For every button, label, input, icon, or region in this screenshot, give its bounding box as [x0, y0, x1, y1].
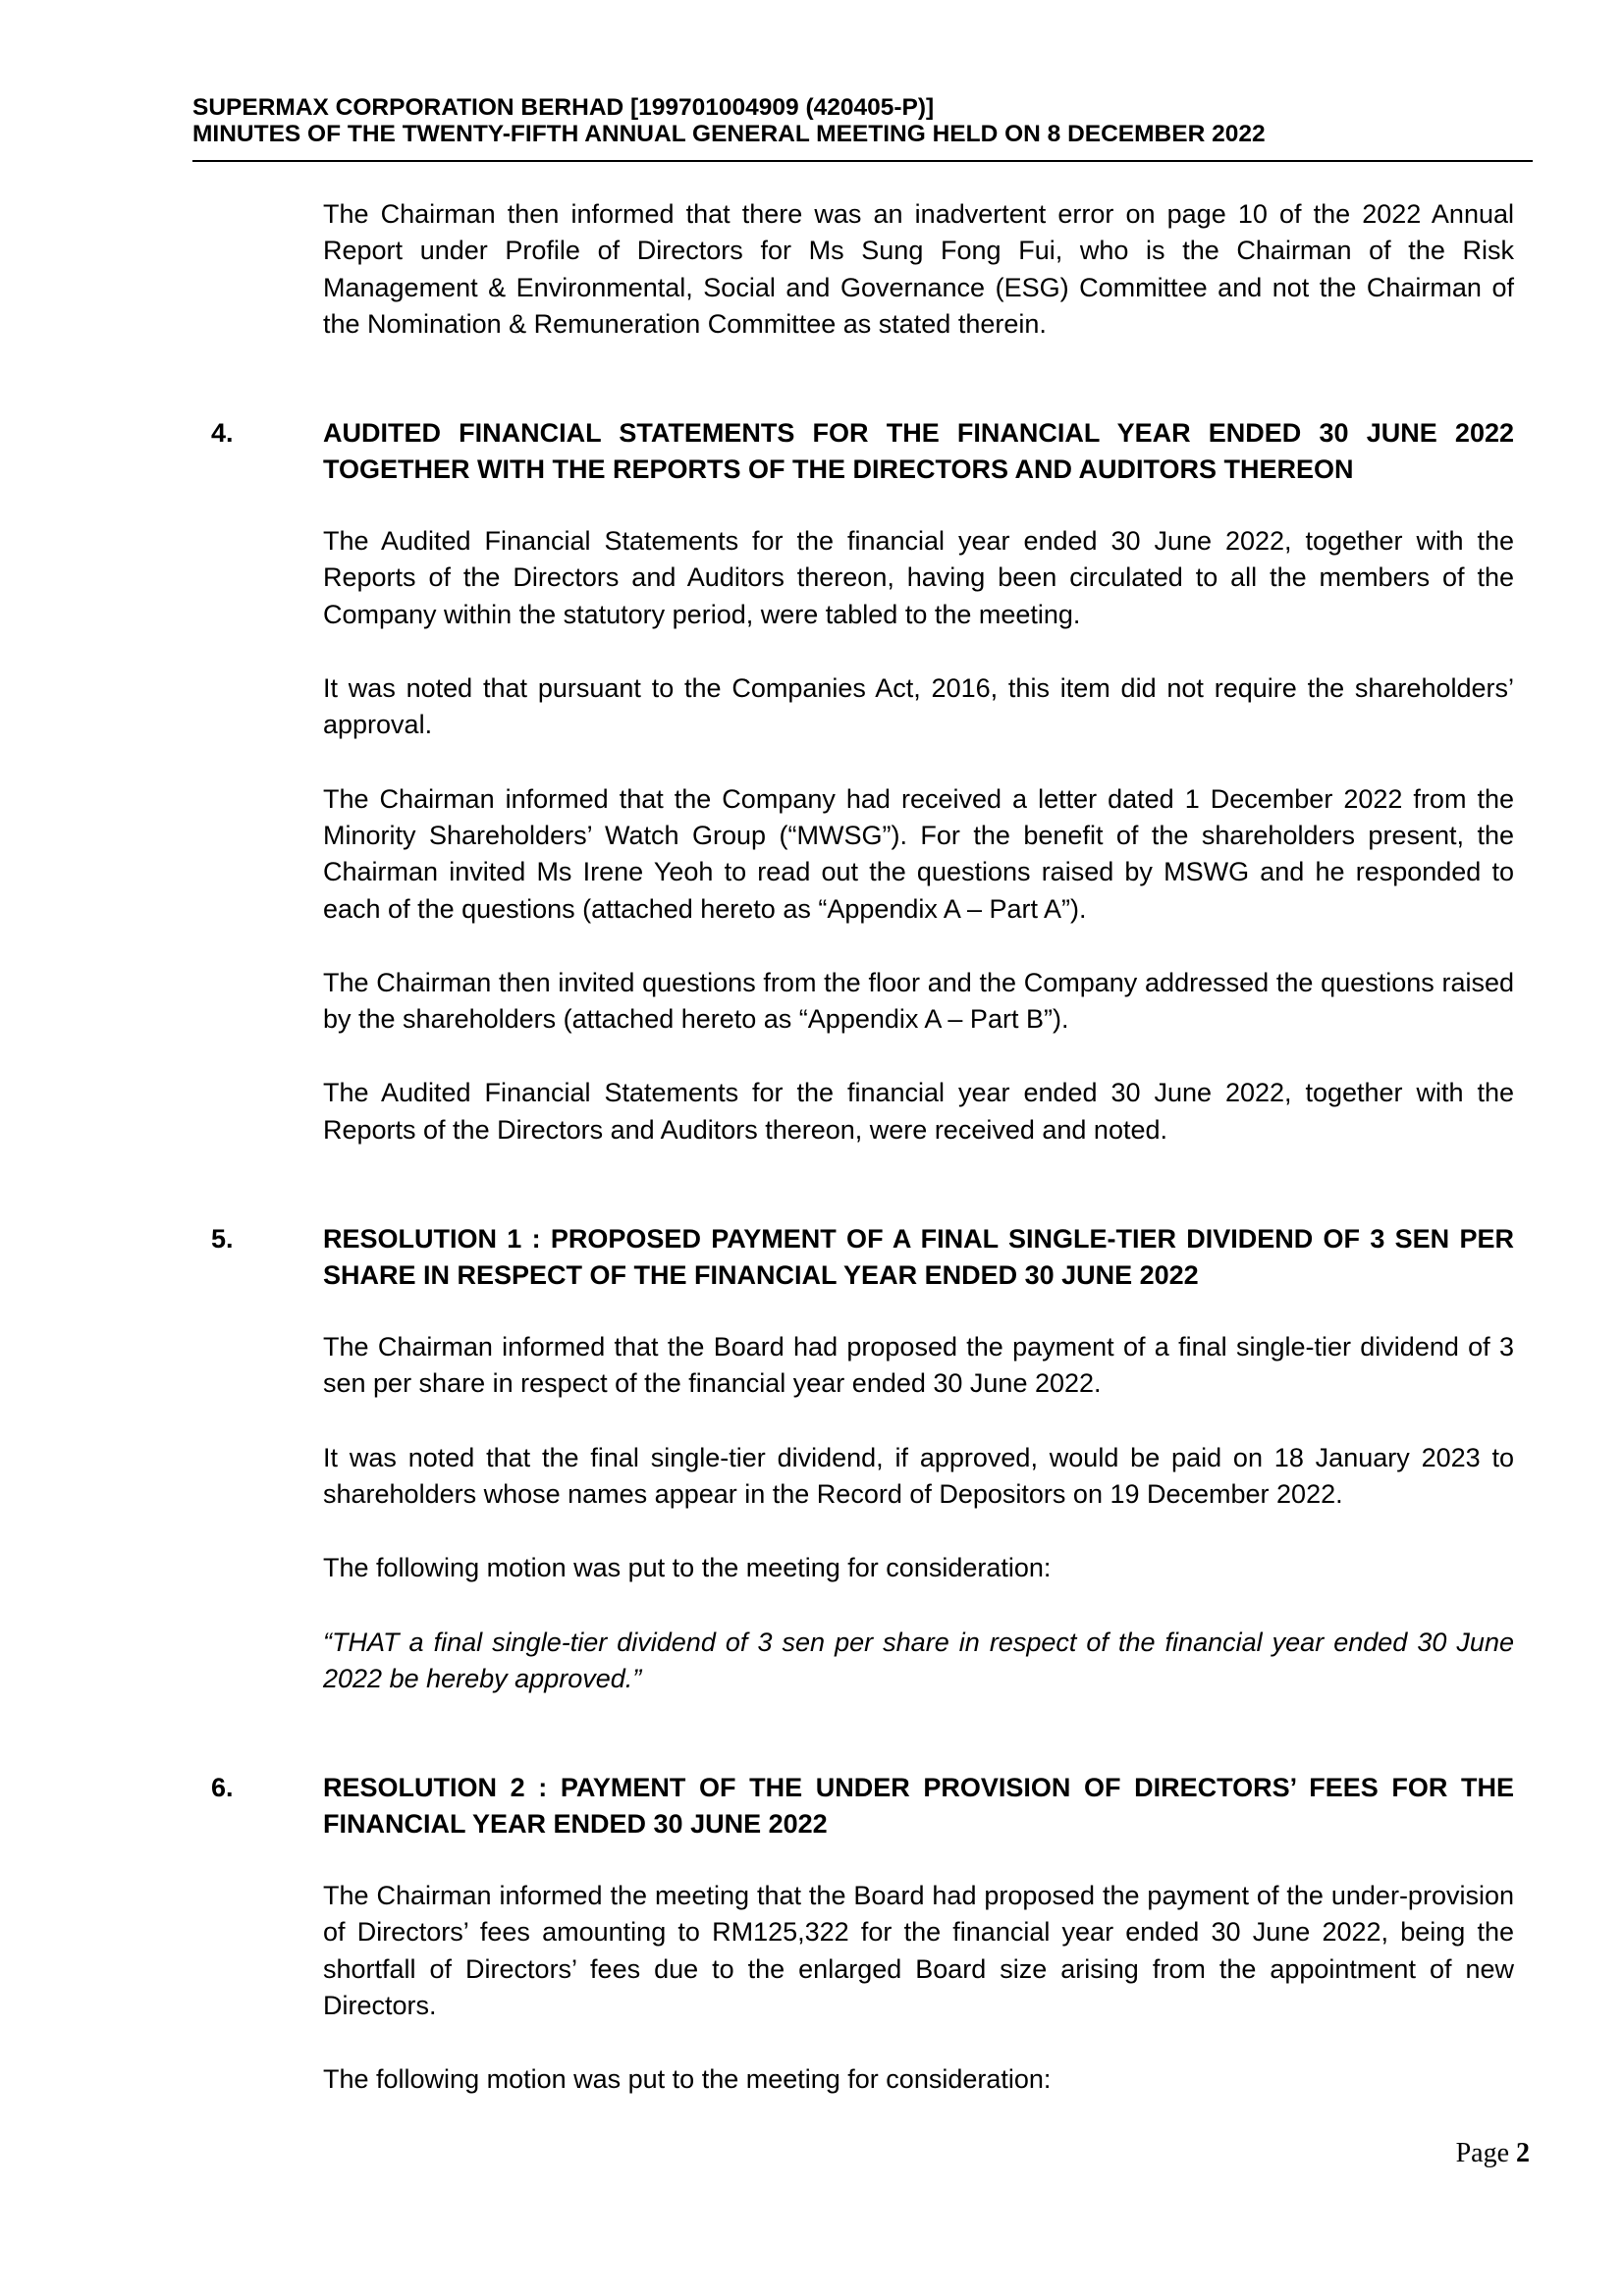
section-title: RESOLUTION 2 : PAYMENT OF THE UNDER PROVISION OF DIRECTORS’ FEES FOR THE FINANCIAL YEAR ENDED 30 JUNE 2022 — [323, 1773, 1514, 1840]
document-header — [192, 94, 1533, 147]
section-paragraph: The Audited Financial Statements for the financial year ended 30 June 2022, together with the Reports of the Directors and Auditors thereon, were received and noted. — [323, 1078, 1514, 1145]
section-paragraph: It was noted that pursuant to the Companies Act, 2016, this item did not require the shareholders’ approval. — [323, 673, 1514, 740]
section-paragraph: It was noted that the final single-tier dividend, if approved, would be paid on 18 January 2023 to shareholders whose names appear in the Record of Depositors on 19 December 2022. — [323, 1442, 1514, 1509]
section-title: AUDITED FINANCIAL STATEMENTS FOR THE FINANCIAL YEAR ENDED 30 JUNE 2022 TOGETHER WITH THE REPORTS OF THE DIRECTORS AND AUDITORS THEREON — [323, 418, 1514, 485]
spacer — [0, 1735, 1624, 1770]
section-4 — [0, 415, 1624, 488]
section-number: 5. — [211, 1224, 234, 1255]
intro-paragraph: The Chairman then informed that there was an inadvertent error on page 10 of the 2022 Annual Report under Profile of Directors for Ms Sung Fong Fui, who is the Chairman of the Risk Management & Environmental, Social and Governance (ESG) Committee and not the Chairman of the Nomination & Remuneration Committee as stated therein. — [323, 199, 1514, 339]
section-title: RESOLUTION 1 : PROPOSED PAYMENT OF A FINAL SINGLE-TIER DIVIDEND OF 3 SEN PER SHARE IN RESPECT OF THE FINANCIAL YEAR ENDED 30 JUNE 2022 — [323, 1224, 1514, 1291]
section-paragraph: The Chairman informed that the Board had proposed the payment of a final single-tier dividend of 3 sen per share in respect of the financial year ended 30 June 2022. — [323, 1332, 1514, 1399]
section-5 — [0, 1221, 1624, 1294]
header-divider — [192, 160, 1533, 162]
section-number: 6. — [211, 1773, 234, 1803]
section-paragraph: The following motion was put to the meeting for consideration: — [323, 1553, 1052, 1583]
page-number: 2 — [1516, 2138, 1530, 2168]
section-paragraph: The Audited Financial Statements for the financial year ended 30 June 2022, together with the Reports of the Directors and Auditors thereon, having been circulated to all the members of the Company within the statutory period, were tabled to the meeting. — [323, 526, 1514, 629]
header-company-line: SUPERMAX CORPORATION BERHAD [199701004909 (420405-P)] — [192, 94, 935, 121]
section-paragraph: The Chairman informed the meeting that the Board had proposed the payment of the under-provision of Directors’ fees amounting to RM125,322 for the financial year ended 30 June 2022, being the shortfall of Directors’ fees due to the enlarged Board size arising from the appointment of new Directors. — [323, 1881, 1514, 2021]
section-paragraph: The following motion was put to the meeting for consideration: — [323, 2064, 1052, 2095]
spacer — [0, 380, 1624, 415]
document-body — [0, 196, 1624, 2136]
page-label: Page — [1455, 2138, 1509, 2168]
section-number: 4. — [211, 418, 234, 449]
header-minutes-line: MINUTES OF THE TWENTY-FIFTH ANNUAL GENERAL MEETING HELD ON 8 DECEMBER 2022 — [192, 121, 1266, 147]
motion-text: “THAT a final single-tier dividend of 3 sen per share in respect of the financial year ended 30 June 2022 be hereby approved.” — [323, 1627, 1514, 1693]
spacer — [0, 1186, 1624, 1221]
section-paragraph: The Chairman then invited questions from the floor and the Company addressed the questions raised by the shareholders (attached hereto as “Appendix A – Part B”). — [323, 967, 1514, 1035]
section-paragraph: The Chairman informed that the Company had received a letter dated 1 December 2022 from the Minority Shareholders’ Watch Group (“MWSG”). For the benefit of the shareholders present, the Chairman invited Ms Irene Yeoh to read out the questions raised by MSWG and he responded to each of the questions (attached hereto as “Appendix A – Part A”). — [323, 783, 1514, 924]
page-footer — [1456, 2138, 1530, 2169]
section-6 — [0, 1770, 1624, 1842]
